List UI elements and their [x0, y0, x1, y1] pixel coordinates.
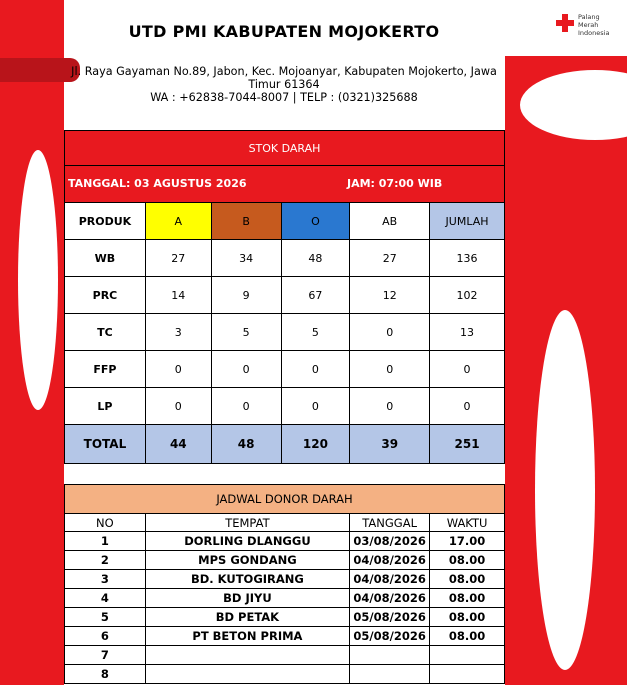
cell-value: 13: [430, 314, 505, 351]
schedule-row: [65, 532, 505, 551]
cell-value: 34: [211, 240, 281, 277]
col-tempat: TEMPAT: [145, 514, 349, 532]
total-value: 44: [145, 425, 211, 464]
cell-value: 9: [211, 277, 281, 314]
cell-value: 3: [145, 314, 211, 351]
col-waktu: WAKTU: [430, 514, 505, 532]
stock-date-row: [65, 166, 505, 203]
schedule-row: [65, 627, 505, 646]
page-title: UTD PMI KABUPATEN MOJOKERTO: [128, 22, 440, 41]
col-b: B: [211, 203, 281, 240]
col-no: NO: [65, 514, 146, 532]
schedule-row: [65, 570, 505, 589]
row-tempat: DORLING DLANGGU: [145, 532, 349, 551]
row-no: 5: [65, 608, 146, 627]
address-line-2: Timur 61364: [248, 78, 320, 91]
stock-row-tc: [65, 314, 505, 351]
cell-value: 0: [430, 388, 505, 425]
cell-value: 12: [350, 277, 430, 314]
row-waktu: [430, 646, 505, 665]
schedule-row: [65, 589, 505, 608]
col-jumlah: JUMLAH: [430, 203, 505, 240]
total-value: 120: [281, 425, 350, 464]
total-value: 48: [211, 425, 281, 464]
cell-value: 67: [281, 277, 350, 314]
background-swoosh-left: [18, 150, 58, 410]
background-swoosh-right: [535, 310, 595, 670]
product-label: WB: [65, 240, 146, 277]
schedule-row: [65, 646, 505, 665]
cell-value: 102: [430, 277, 505, 314]
row-tanggal: 05/08/2026: [350, 608, 430, 627]
stock-row-ffp: [65, 351, 505, 388]
row-tanggal: 04/08/2026: [350, 551, 430, 570]
row-tempat: BD. KUTOGIRANG: [145, 570, 349, 589]
product-label: TC: [65, 314, 146, 351]
stock-time: JAM: 07:00 WIB: [347, 177, 443, 190]
schedule-title-row: [65, 485, 505, 514]
row-tempat: MPS GONDANG: [145, 551, 349, 570]
product-label: LP: [65, 388, 146, 425]
schedule-row: [65, 551, 505, 570]
row-tanggal: [350, 646, 430, 665]
red-cross-icon: [556, 14, 574, 32]
stock-row-wb: [65, 240, 505, 277]
stock-row-prc: [65, 277, 505, 314]
address-block: [64, 65, 504, 104]
row-waktu: [430, 665, 505, 684]
row-tempat: [145, 665, 349, 684]
stock-total-row: [65, 425, 505, 464]
cell-value: 5: [281, 314, 350, 351]
cell-value: 0: [350, 388, 430, 425]
row-no: 8: [65, 665, 146, 684]
pmi-logo: [556, 13, 626, 39]
contact-line: WA : +62838-7044-8007 | TELP : (0321)325688: [150, 91, 418, 104]
row-tempat: BD PETAK: [145, 608, 349, 627]
row-tempat: [145, 646, 349, 665]
row-no: 2: [65, 551, 146, 570]
col-tanggal: TANGGAL: [350, 514, 430, 532]
product-label: FFP: [65, 351, 146, 388]
col-produk: PRODUK: [65, 203, 146, 240]
cell-value: 0: [211, 388, 281, 425]
row-waktu: 17.00: [430, 532, 505, 551]
cell-value: 27: [145, 240, 211, 277]
row-waktu: 08.00: [430, 570, 505, 589]
cell-value: 0: [145, 388, 211, 425]
stock-header-row: [65, 203, 505, 240]
row-no: 7: [65, 646, 146, 665]
cell-value: 0: [145, 351, 211, 388]
total-label: TOTAL: [65, 425, 146, 464]
col-ab: AB: [350, 203, 430, 240]
row-waktu: 08.00: [430, 608, 505, 627]
cell-value: 48: [281, 240, 350, 277]
row-no: 1: [65, 532, 146, 551]
row-tempat: PT BETON PRIMA: [145, 627, 349, 646]
row-waktu: 08.00: [430, 627, 505, 646]
cell-value: 136: [430, 240, 505, 277]
schedule-title: JADWAL DONOR DARAH: [65, 485, 505, 514]
row-waktu: 08.00: [430, 551, 505, 570]
schedule-row: [65, 665, 505, 684]
col-a: A: [145, 203, 211, 240]
product-label: PRC: [65, 277, 146, 314]
cell-value: 14: [145, 277, 211, 314]
row-no: 6: [65, 627, 146, 646]
schedule-header-row: [65, 514, 505, 532]
row-no: 4: [65, 589, 146, 608]
row-tanggal: 03/08/2026: [350, 532, 430, 551]
row-no: 3: [65, 570, 146, 589]
row-tanggal: 04/08/2026: [350, 589, 430, 608]
total-value: 39: [350, 425, 430, 464]
cell-value: 0: [281, 351, 350, 388]
row-tempat: BD JIYU: [145, 589, 349, 608]
stock-date: TANGGAL: 03 AGUSTUS 2026: [68, 177, 247, 190]
total-value: 251: [430, 425, 505, 464]
address-line-1: Jl. Raya Gayaman No.89, Jabon, Kec. Mojoanyar, Kabupaten Mojokerto, Jawa: [71, 65, 497, 78]
stock-title: STOK DARAH: [65, 131, 505, 166]
stock-table: [64, 130, 505, 464]
cell-value: 0: [350, 314, 430, 351]
row-waktu: 08.00: [430, 589, 505, 608]
cell-value: 0: [211, 351, 281, 388]
col-o: O: [281, 203, 350, 240]
logo-text: Palang Merah Indonesia: [578, 13, 610, 37]
stock-title-row: [65, 131, 505, 166]
row-tanggal: 04/08/2026: [350, 570, 430, 589]
row-tanggal: 05/08/2026: [350, 627, 430, 646]
stock-row-lp: [65, 388, 505, 425]
cell-value: 27: [350, 240, 430, 277]
row-tanggal: [350, 665, 430, 684]
cell-value: 5: [211, 314, 281, 351]
cell-value: 0: [281, 388, 350, 425]
cell-value: 0: [350, 351, 430, 388]
cell-value: 0: [430, 351, 505, 388]
donor-schedule-table: [64, 484, 505, 684]
schedule-row: [65, 608, 505, 627]
